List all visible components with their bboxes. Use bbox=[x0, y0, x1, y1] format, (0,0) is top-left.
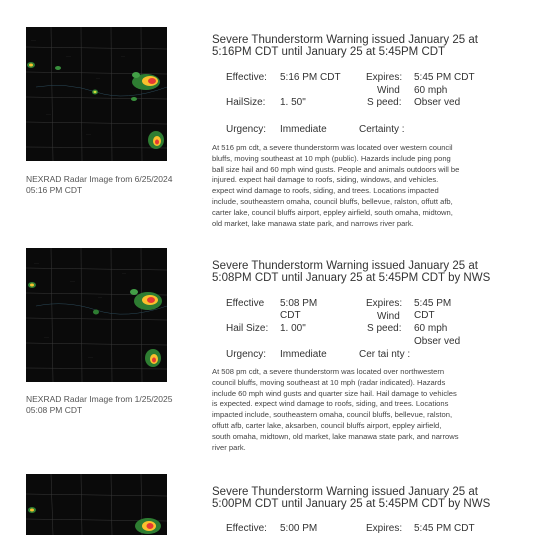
expires-value: 5:45 PM CDT bbox=[414, 523, 475, 534]
effective-label: Effective: bbox=[226, 523, 267, 534]
svg-text:····: ···· bbox=[98, 295, 102, 299]
expires-value: 5:45 PM CDT bbox=[414, 72, 475, 83]
speed-value: Obser ved bbox=[414, 97, 461, 108]
expires-value: 5:45 PM CDT bbox=[414, 298, 452, 321]
certainty-label: Cer tai nty : bbox=[359, 349, 411, 360]
svg-text:·····: ····· bbox=[70, 279, 75, 283]
alert-title[interactable]: Severe Thunderstorm Warning issued January 25 at 5:00PM CDT until January 25 at 5:45PM CDT by NWS bbox=[212, 486, 491, 510]
speed-value: 60 mph Obser ved bbox=[414, 323, 461, 347]
urgency-label: Urgency: bbox=[226, 124, 267, 135]
alert-title[interactable]: Severe Thunderstorm Warning issued January 25 at 5:16PM CDT until January 25 at 5:45PM CDT bbox=[212, 34, 478, 58]
urgency-value: Immediate bbox=[280, 124, 327, 135]
svg-text:·····: ····· bbox=[31, 38, 36, 42]
svg-text:·····: ····· bbox=[86, 132, 91, 136]
svg-text:····: ···· bbox=[96, 76, 100, 80]
urgency-value: Immediate bbox=[280, 349, 327, 360]
svg-text:·····: ····· bbox=[88, 355, 93, 359]
hail-size-label: Hail Size: bbox=[226, 323, 269, 334]
svg-text:·····: ····· bbox=[44, 335, 49, 339]
svg-text:·····: ····· bbox=[46, 112, 51, 116]
effective-label: Effective bbox=[226, 298, 265, 309]
effective-label: Effective: bbox=[226, 72, 267, 83]
alert-description: At 508 pm cdt, a severe thunderstorm was located over northwestern council bluffs, moving southeast at 10 mph (radar indicated). Hazards include 60 mph wind gusts and quarter size hail. Hail damage to vehicles is expected. expect wind damage to roofs, siding, and trees. Locations impacted include, southeastern omaha, council bluffs, bellevue, ralston, offutt afb, carter lake, aksarben, council bluffs airport, eppley airfield, south omaha, midtown, old market, lake manawa state park, and narrows river park. bbox=[212, 367, 459, 452]
hail-size-label: HailSize: bbox=[226, 97, 266, 108]
expires-label: Expires: bbox=[366, 298, 403, 309]
effective-value: 5:00 PM bbox=[280, 523, 318, 534]
urgency-label: Urgency: bbox=[226, 349, 267, 360]
alert-title[interactable]: Severe Thunderstorm Warning issued January 25 at 5:08PM CDT until January 25 at 5:45PM CDT by NWS bbox=[212, 260, 491, 284]
hail-size-value: 1. 50" bbox=[280, 97, 306, 108]
wind-label: Wind bbox=[377, 311, 400, 322]
radar-time: 05:08 PM CDT bbox=[26, 405, 83, 415]
radar-map-graphic bbox=[26, 474, 167, 535]
radar-image[interactable] bbox=[26, 248, 167, 382]
speed-label: S peed: bbox=[367, 323, 402, 334]
effective-value: 5:16 PM CDT bbox=[280, 72, 341, 83]
expires-label: Expires: bbox=[366, 72, 403, 83]
certainty-label: Certainty : bbox=[359, 124, 405, 135]
radar-map-graphic bbox=[26, 27, 167, 161]
wind-value: 60 mph bbox=[414, 85, 448, 96]
svg-text:·····: ····· bbox=[66, 54, 71, 58]
radar-map-graphic bbox=[26, 248, 167, 382]
alert-description: At 516 pm cdt, a severe thunderstorm was located over western council bluffs, moving southeast at 10 mph (public). Hazards include ping pong ball size hail and 60 mph wind gusts. People and animals outdoors will be injured. expect hail damage to roofs, siding, windows, and vehicles. expect wind damage to roofs, siding, and trees. Locations impacted include, southeastern omaha, council bluffs, bellevue, ralston, offutt afb, carter lake, council bluffs airport, eppley airfield, south omaha, midtown, old market, lake manawa state park, and narrows river park. bbox=[212, 143, 460, 228]
svg-text:·····: ····· bbox=[34, 261, 39, 265]
svg-text:····: ···· bbox=[122, 271, 126, 275]
wind-label: Wind bbox=[377, 85, 400, 96]
hail-size-value: 1. 00" bbox=[280, 323, 306, 334]
radar-caption: NEXRAD Radar Image from 1/25/2025 bbox=[26, 394, 173, 404]
radar-time: 05:16 PM CDT bbox=[26, 185, 83, 195]
speed-label: S peed: bbox=[367, 97, 402, 108]
effective-value: 5:08 PM CDT bbox=[280, 298, 318, 321]
radar-image[interactable] bbox=[26, 474, 167, 535]
radar-image[interactable] bbox=[26, 27, 167, 161]
radar-caption: NEXRAD Radar Image from 6/25/2024 bbox=[26, 174, 173, 184]
svg-text:····: ···· bbox=[121, 54, 125, 58]
expires-label: Expires: bbox=[366, 523, 403, 534]
